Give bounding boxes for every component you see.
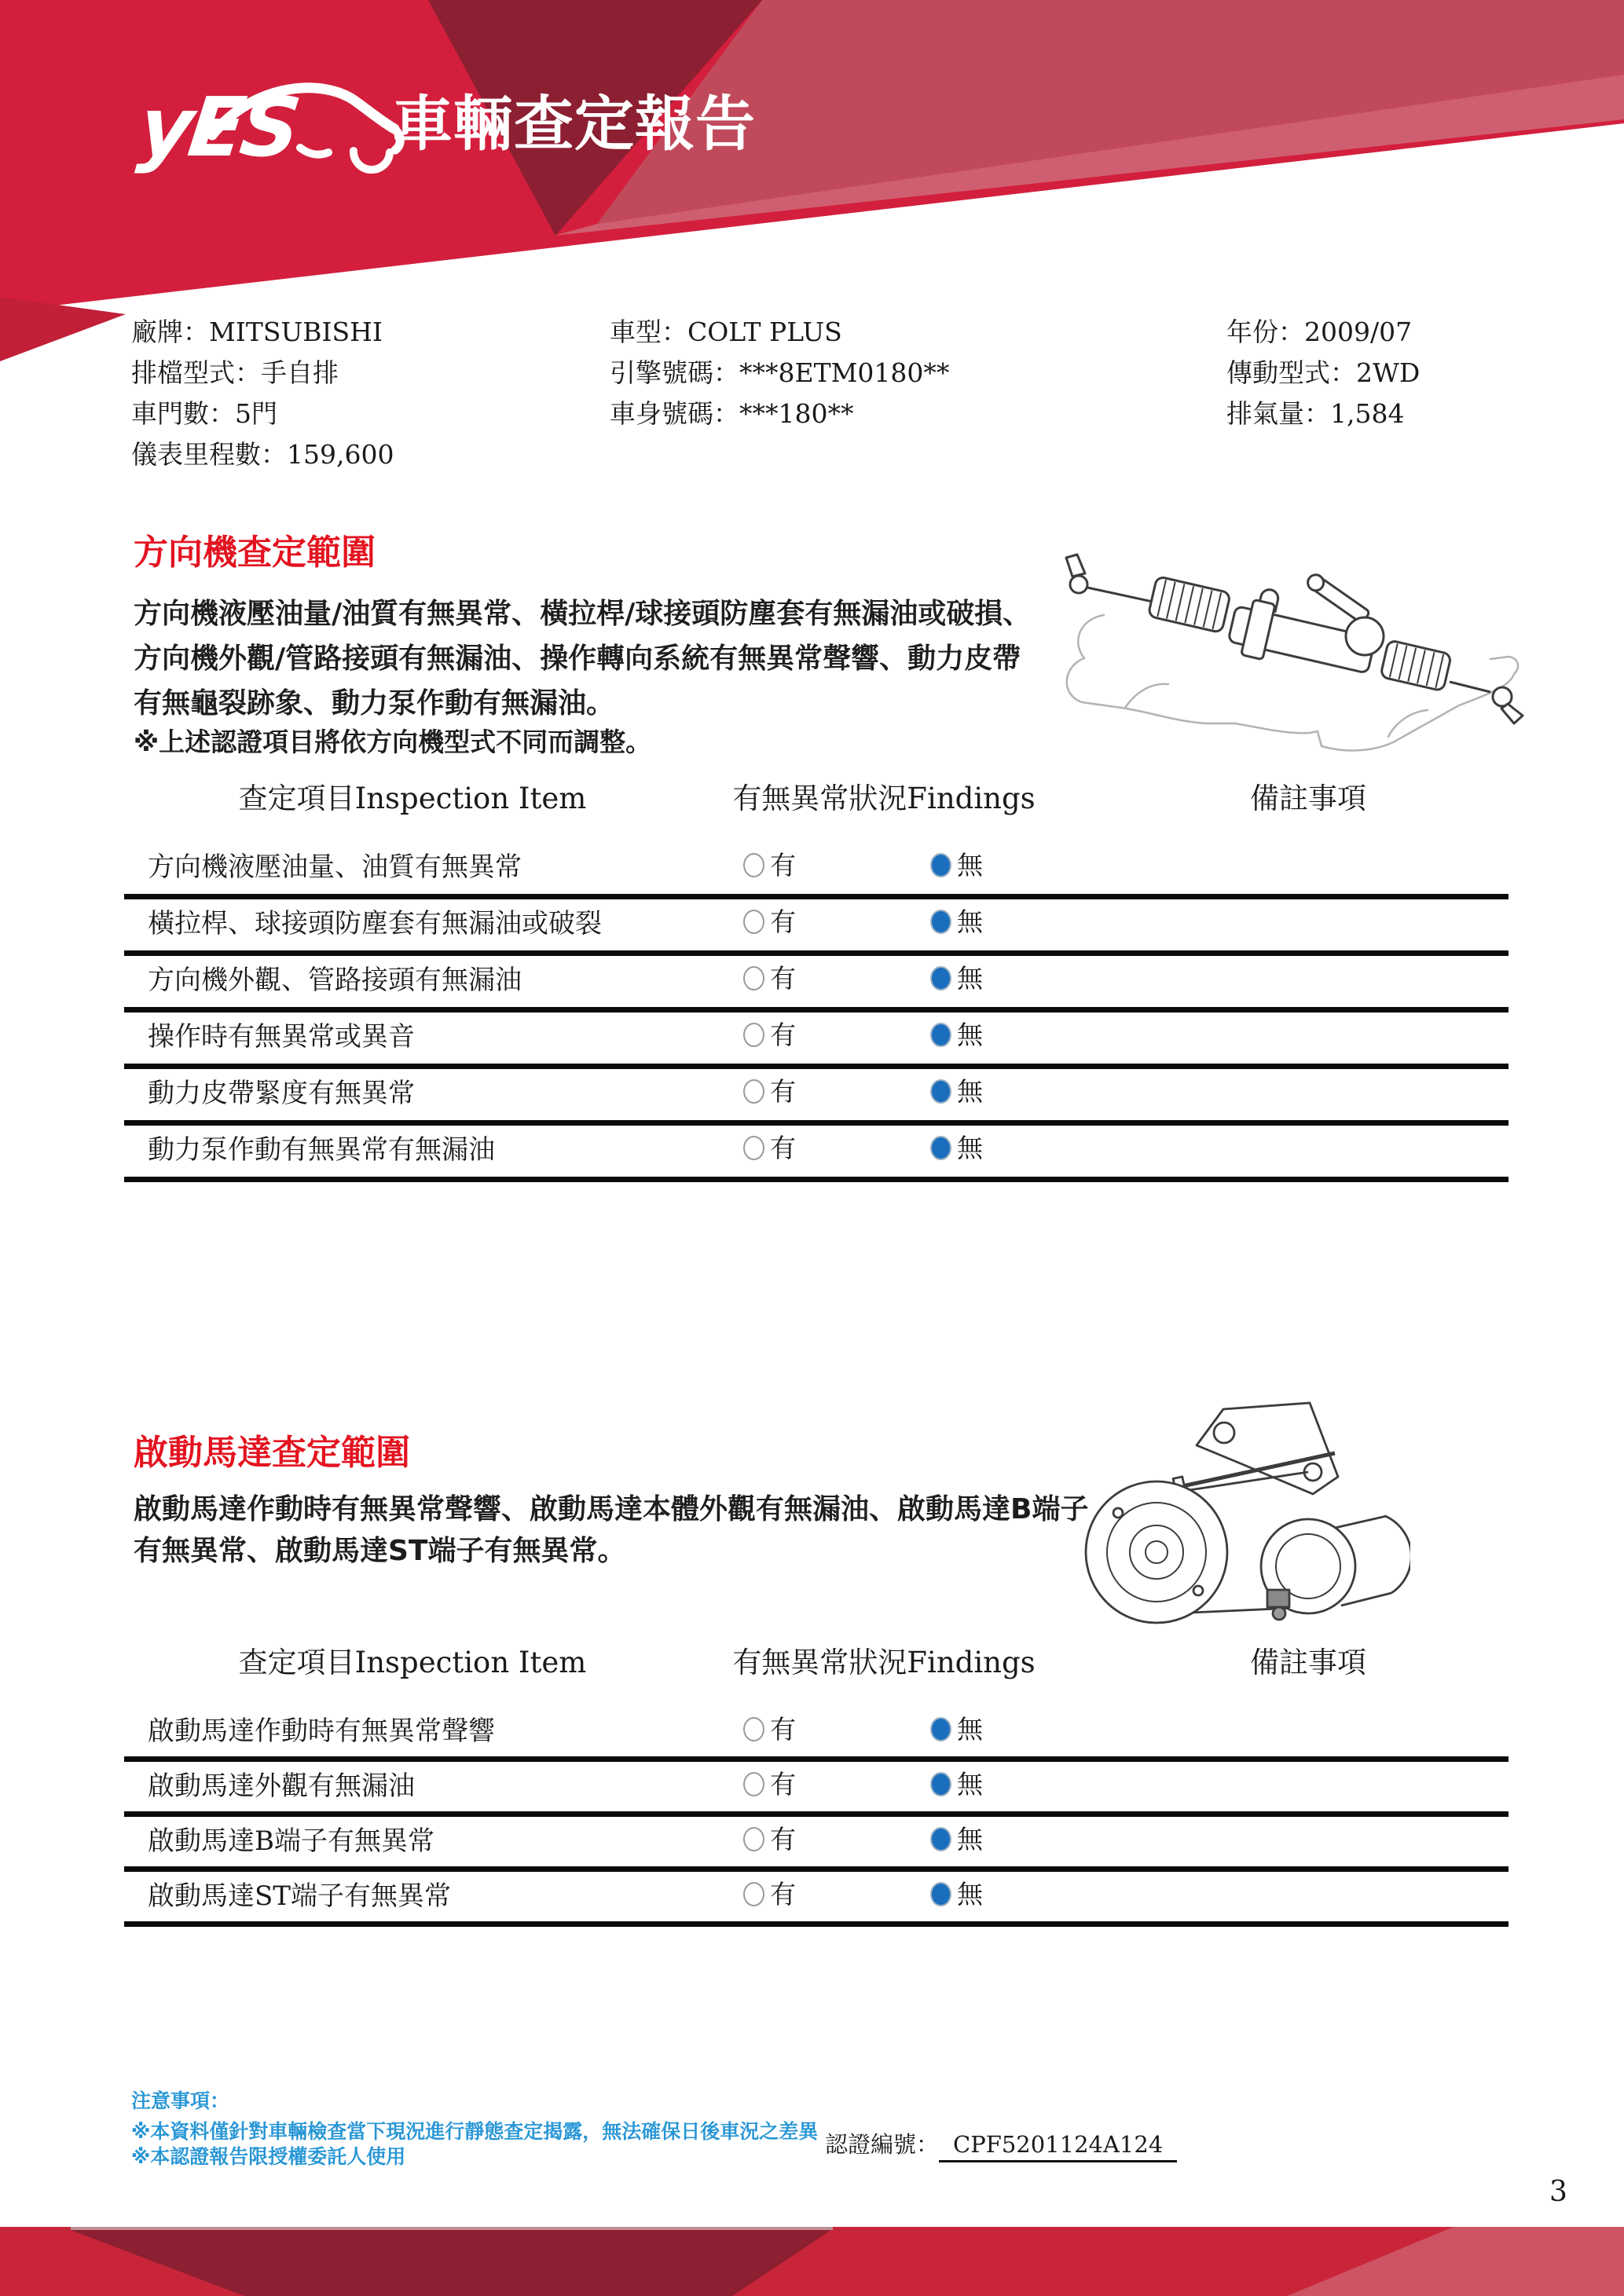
table-header-findings: 有無異常狀況Findings — [732, 782, 1036, 815]
finding-yes-option[interactable]: 有 — [743, 1881, 796, 1907]
inspection-item-label: 動力泵作動有無異常有無漏油 — [148, 1134, 495, 1166]
table-row — [124, 1013, 1509, 1069]
table-row — [124, 1762, 1509, 1817]
inspection-item-label: 啟動馬達外觀有無漏油 — [148, 1771, 415, 1802]
radio-selected-icon[interactable] — [930, 853, 951, 877]
finding-yes-option[interactable]: 有 — [743, 1135, 796, 1161]
finding-no-option[interactable]: 無 — [930, 1881, 983, 1907]
inspection-item-label: 橫拉桿、球接頭防塵套有無漏油或破裂 — [148, 908, 602, 939]
section-steering-title: 方向機查定範圍 — [134, 533, 376, 573]
finding-no-option[interactable]: 無 — [930, 1135, 983, 1161]
radio-selected-icon[interactable] — [930, 1827, 951, 1851]
steering-rack-illustration — [1049, 540, 1548, 756]
table-header-remarks: 備註事項 — [1250, 1646, 1366, 1679]
radio-unselected-icon[interactable] — [743, 910, 764, 934]
table-row — [124, 956, 1509, 1013]
vehicle-info-drivetrain: 傳動型式：2WD — [1226, 357, 1421, 388]
finding-no-option[interactable]: 無 — [930, 909, 983, 935]
finding-no-option[interactable]: 無 — [930, 1771, 983, 1797]
finding-yes-option[interactable]: 有 — [743, 1078, 796, 1104]
table-row — [124, 1126, 1509, 1182]
finding-no-option[interactable]: 無 — [930, 1826, 983, 1852]
radio-unselected-icon[interactable] — [743, 1136, 764, 1160]
footer-notice-title: 注意事項： — [131, 2089, 230, 2112]
section-starter-desc-line: 啟動馬達作動時有無異常聲響、啟動馬達本體外觀有無漏油、啟動馬達B端子 — [134, 1493, 1089, 1525]
radio-selected-icon[interactable] — [930, 1882, 951, 1906]
table-row — [124, 1872, 1509, 1927]
finding-yes-option[interactable]: 有 — [743, 1716, 796, 1742]
radio-selected-icon[interactable] — [930, 966, 951, 991]
certification-number-line — [825, 2127, 1177, 2159]
vehicle-info-model: 車型：COLT PLUS — [610, 317, 842, 347]
radio-unselected-icon[interactable] — [743, 1717, 764, 1741]
section-steering-note: ※上述認證項目將依方向機型式不同而調整。 — [134, 727, 652, 757]
table-header-remarks: 備註事項 — [1250, 782, 1366, 815]
radio-selected-icon[interactable] — [930, 910, 951, 934]
finding-yes-option[interactable]: 有 — [743, 1826, 796, 1852]
vehicle-info-doors: 車門數：5門 — [131, 398, 277, 429]
radio-unselected-icon[interactable] — [743, 1772, 764, 1796]
radio-selected-icon[interactable] — [930, 1023, 951, 1047]
section-steering-desc-line: 方向機外觀/管路接頭有無漏油、操作轉向系統有無異常聲響、動力皮帶 — [134, 643, 1021, 675]
table-row — [124, 843, 1509, 899]
section-steering-desc-line: 方向機液壓油量/油質有無異常、橫拉桿/球接頭防塵套有無漏油或破損、 — [134, 598, 1032, 630]
finding-no-option[interactable]: 無 — [930, 965, 983, 991]
finding-yes-option[interactable]: 有 — [743, 1022, 796, 1048]
yes-logo: yES — [134, 79, 302, 175]
report-title: 車輛查定報告 — [393, 89, 756, 159]
footer-note: ※本認證報告限授權委託人使用 — [131, 2145, 406, 2168]
finding-no-option[interactable]: 無 — [930, 1716, 983, 1742]
radio-unselected-icon[interactable] — [743, 1827, 764, 1851]
inspection-item-label: 動力皮帶緊度有無異常 — [148, 1078, 415, 1109]
table-header-inspection-item: 查定項目Inspection Item — [238, 782, 587, 815]
finding-no-option[interactable]: 無 — [930, 852, 983, 878]
inspection-item-label: 啟動馬達ST端子有無異常 — [148, 1880, 451, 1912]
vehicle-info-vin: 車身號碼：***180** — [610, 398, 854, 429]
footer-banner-graphic — [0, 2227, 1624, 2296]
table-row — [124, 1707, 1509, 1762]
vehicle-info-brand: 廠牌：MITSUBISHI — [131, 317, 383, 347]
radio-selected-icon[interactable] — [930, 1079, 951, 1104]
table-header-inspection-item: 查定項目Inspection Item — [238, 1646, 587, 1679]
radio-selected-icon[interactable] — [930, 1136, 951, 1160]
finding-yes-option[interactable]: 有 — [743, 909, 796, 935]
vehicle-info-year: 年份：2009/07 — [1226, 317, 1413, 347]
certification-number-value: CPF5201124A124 — [939, 2131, 1177, 2162]
radio-selected-icon[interactable] — [930, 1772, 951, 1796]
car-swoosh-icon — [198, 72, 410, 182]
finding-no-option[interactable]: 無 — [930, 1022, 983, 1048]
table-row — [124, 1069, 1509, 1126]
section-starter-desc-line: 有無異常、啟動馬達ST端子有無異常。 — [134, 1535, 626, 1567]
table-row — [124, 1817, 1509, 1872]
table-row — [124, 899, 1509, 956]
radio-unselected-icon[interactable] — [743, 1882, 764, 1906]
finding-no-option[interactable]: 無 — [930, 1078, 983, 1104]
finding-yes-option[interactable]: 有 — [743, 1771, 796, 1797]
certification-number-label: 認證編號： — [825, 2131, 940, 2158]
header-banner-graphic — [0, 0, 1624, 369]
section-starter-title: 啟動馬達查定範圍 — [134, 1433, 410, 1473]
vehicle-info-engine-no: 引擎號碼：***8ETM0180** — [610, 357, 950, 388]
inspection-item-label: 啟動馬達B端子有無異常 — [148, 1825, 434, 1857]
footer-note: ※本資料僅針對車輛檢查當下現況進行靜態查定揭露，無法確保日後車況之差異 — [131, 2120, 819, 2143]
radio-unselected-icon[interactable] — [743, 1079, 764, 1104]
inspection-item-label: 方向機液壓油量、油質有無異常 — [148, 851, 522, 883]
radio-selected-icon[interactable] — [930, 1717, 951, 1741]
radio-unselected-icon[interactable] — [743, 966, 764, 991]
inspection-item-label: 方向機外觀、管路接頭有無漏油 — [148, 965, 522, 996]
starter-motor-illustration — [1072, 1397, 1410, 1656]
radio-unselected-icon[interactable] — [743, 1023, 764, 1047]
vehicle-info-transmission: 排檔型式：手自排 — [131, 357, 339, 388]
inspection-item-label: 操作時有無異常或異音 — [148, 1021, 415, 1053]
finding-yes-option[interactable]: 有 — [743, 965, 796, 991]
table-header-findings: 有無異常狀況Findings — [732, 1646, 1036, 1679]
finding-yes-option[interactable]: 有 — [743, 852, 796, 878]
page-number: 3 — [1549, 2176, 1567, 2208]
radio-unselected-icon[interactable] — [743, 853, 764, 877]
vehicle-info-odometer: 儀表里程數：159,600 — [131, 439, 394, 470]
inspection-item-label: 啟動馬達作動時有無異常聲響 — [148, 1716, 495, 1747]
vehicle-info-displacement: 排氣量：1,584 — [1226, 398, 1405, 429]
section-steering-desc-line: 有無龜裂跡象、動力泵作動有無漏油。 — [134, 687, 615, 720]
